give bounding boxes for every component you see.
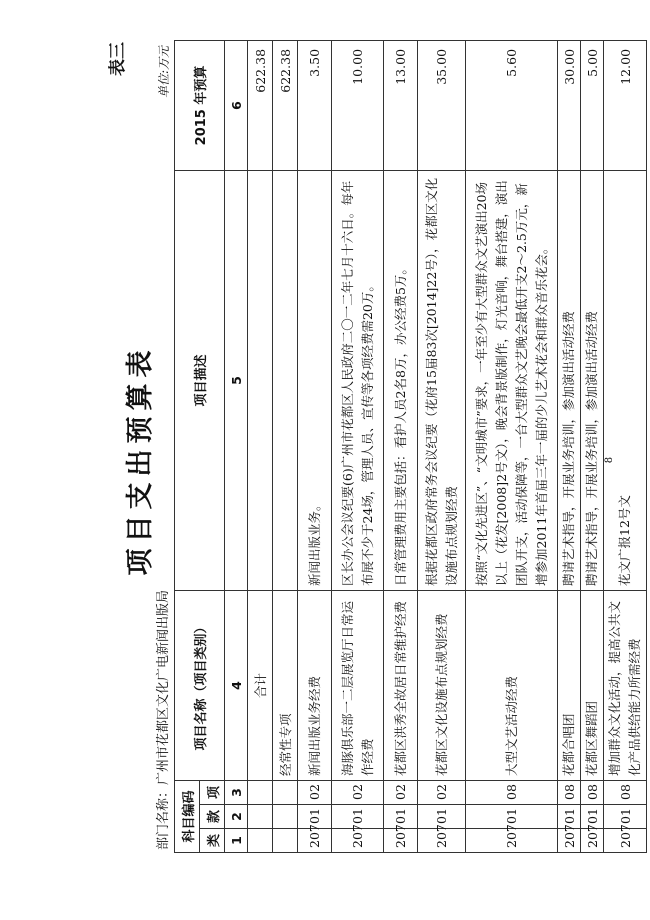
section-code: 01	[466, 805, 558, 829]
project-desc: 花文广报12号文	[604, 170, 647, 590]
table-row	[332, 40, 384, 852]
table-row	[466, 40, 558, 852]
header-section: 款	[200, 805, 225, 829]
project-name: 海豚俱乐部一二层展览厅日常运作经费	[332, 590, 384, 780]
project-name: 花都合唱团	[558, 590, 581, 780]
index-cell: 2	[225, 805, 248, 829]
project-desc: 聘请艺术指导，开展业务培训，参加演出活动经费	[558, 170, 581, 590]
header-budget-2015: 2015 年预算	[175, 40, 225, 170]
budget-value: 13.00	[384, 40, 418, 170]
budget-value: 12.00	[604, 40, 647, 170]
project-name: 新闻出版业务经费	[298, 590, 332, 780]
index-cell: 4	[225, 590, 248, 780]
category-value: 622.38	[273, 40, 298, 170]
project-name: 花都区舞蹈团	[581, 590, 604, 780]
department-label: 部门名称：	[156, 784, 171, 850]
category-row	[273, 40, 298, 852]
budget-value: 10.00	[332, 40, 384, 170]
class-code: 207	[384, 829, 418, 853]
budget-value: 3.50	[298, 40, 332, 170]
section-code: 01	[604, 805, 647, 829]
table-label: 表三	[108, 42, 128, 76]
index-cell: 1	[225, 829, 248, 853]
index-row	[225, 40, 248, 852]
class-code: 207	[418, 829, 466, 853]
header-row-1	[175, 40, 200, 852]
budget-value: 35.00	[418, 40, 466, 170]
category-name: 经常性专项	[273, 590, 298, 780]
project-desc: 区长办公会议纪要(6)广州市花都区人民政府二〇一二年七月十六日。每年布展不少于24场，管理人员、宣传等各项经费需20万。	[332, 170, 384, 590]
project-name: 花都区洪秀全故居日常维护经费	[384, 590, 418, 780]
budget-value: 30.00	[558, 40, 581, 170]
section-code: 01	[558, 805, 581, 829]
project-name: 增加群众文化活动，提高公共文化产品供给能力所需经费	[604, 590, 647, 780]
header-subject-code: 科目编码	[175, 780, 200, 852]
header-class: 类	[200, 829, 225, 853]
index-cell: 5	[225, 170, 248, 590]
project-desc: 根据花都区政府常务会议纪要（花府15届83次[2014]22号），花都区文化设施布点规划经费	[418, 170, 466, 590]
table-row	[558, 40, 581, 852]
table-row	[418, 40, 466, 852]
total-value: 622.38	[248, 40, 273, 170]
table-row	[298, 40, 332, 852]
project-name: 大型文艺活动经费	[466, 590, 558, 780]
item-code: 08	[466, 780, 558, 804]
section-code: 01	[384, 805, 418, 829]
total-row	[248, 40, 273, 852]
project-desc: 新闻出版业务。	[298, 170, 332, 590]
class-code: 207	[332, 829, 384, 853]
item-code: 02	[418, 780, 466, 804]
page-title: 项目支出预算表	[125, 344, 156, 576]
total-label: 合计	[248, 590, 273, 780]
class-code: 207	[558, 829, 581, 853]
class-code: 207	[581, 829, 604, 853]
class-code: 207	[604, 829, 647, 853]
item-code: 08	[604, 780, 647, 804]
table-row	[384, 40, 418, 852]
section-code: 01	[418, 805, 466, 829]
page-number: 8	[604, 456, 615, 464]
section-code: 01	[298, 805, 332, 829]
project-desc: 日常管理费用主要包括：看护人员2名8万，办公经费5万。	[384, 170, 418, 590]
project-desc: 聘请艺术指导，开展业务培训，参加演出活动经费	[581, 170, 604, 590]
department-line	[152, 590, 171, 850]
index-cell: 6	[225, 40, 248, 170]
header-project-name: 项目名称（项目类别）	[175, 590, 225, 780]
section-code: 01	[332, 805, 384, 829]
unit-label: 单位:万元	[157, 46, 171, 99]
section-code: 01	[581, 805, 604, 829]
department-name: 广州市花都区文化广电新闻出版局	[156, 589, 171, 785]
item-code: 02	[384, 780, 418, 804]
index-cell: 3	[225, 780, 248, 804]
header-item: 项	[200, 780, 225, 804]
table-row	[581, 40, 604, 852]
item-code: 02	[332, 780, 384, 804]
header-project-desc: 项目描述	[175, 170, 225, 590]
item-code: 02	[298, 780, 332, 804]
project-name: 花都区文化设施布点规划经费	[418, 590, 466, 780]
class-code: 207	[466, 829, 558, 853]
budget-value: 5.00	[581, 40, 604, 170]
budget-table	[174, 40, 647, 853]
item-code: 08	[558, 780, 581, 804]
class-code: 207	[298, 829, 332, 853]
budget-value: 5.60	[466, 40, 558, 170]
project-desc: 按照“文化先进区”、“文明城市”要求，一年至少有大型群众文艺演出20场以上（花发[2008]2号文），晚会背景版制作，灯光音响，舞台搭建，演出团队开支，活动保障等，一台大型群众文艺晚会最低开支2～2.5万元，新增参加2011年首届三年一届的少儿艺术花会和群众音乐花会。	[466, 170, 558, 590]
item-code: 08	[581, 780, 604, 804]
